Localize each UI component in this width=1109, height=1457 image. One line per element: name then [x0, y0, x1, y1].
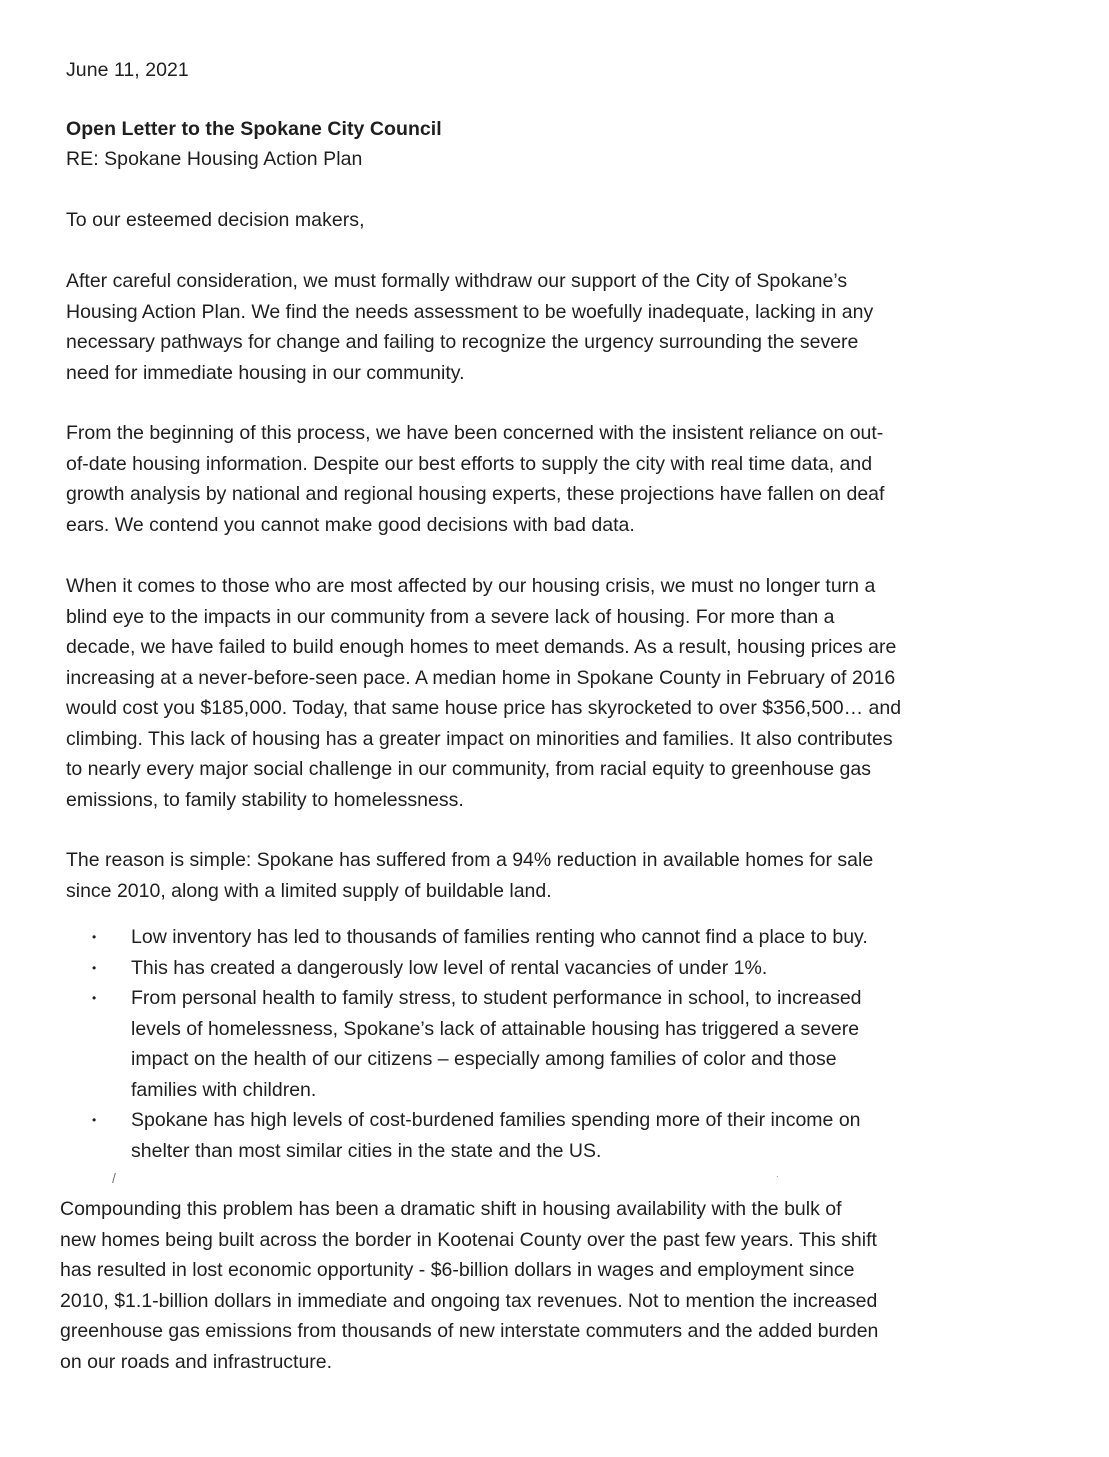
paragraph-withdraw-support — [66, 266, 1066, 388]
paragraph-line: ears. We contend you cannot make good decisions with bad data. — [66, 513, 635, 536]
bullet-list — [88, 922, 1048, 1166]
list-item — [88, 1105, 1048, 1166]
paragraph-line: emissions, to family stability to homelessness. — [66, 788, 464, 811]
paragraph-line: Compounding this problem has been a dramatic shift in housing availability with the bulk of — [60, 1198, 842, 1220]
paragraph-line: new homes being built across the border in Kootenai County over the past few years. This shift — [60, 1228, 877, 1251]
letter-salutation: To our esteemed decision makers, — [66, 209, 365, 231]
bullet-icon: • — [92, 930, 97, 944]
list-item — [88, 983, 1048, 1105]
paragraph-line: 2010, $1.1-billion dollars in immediate and ongoing tax revenues. Not to mention the increased — [60, 1289, 878, 1312]
paragraph-line: Housing Action Plan. We find the needs assessment to be woefully inadequate, lacking in any — [66, 300, 874, 323]
paragraph-line: would cost you $185,000. Today, that same house price has skyrocketed to over $356,500… and — [66, 697, 902, 719]
letter-subject: RE: Spokane Housing Action Plan — [66, 148, 363, 170]
paragraph-housing-crisis — [66, 571, 1066, 815]
list-item — [88, 953, 1048, 984]
paragraph-line: blind eye to the impacts in our community from a severe lack of housing. For more than a — [66, 605, 835, 628]
list-item-line: From personal health to family stress, to student performance in school, to increased — [131, 987, 862, 1009]
paragraph-line: greenhouse gas emissions from thousands of new interstate commuters and the added burden — [60, 1320, 879, 1342]
paragraph-line: climbing. This lack of housing has a greater impact on minorities and families. It also contributes — [66, 727, 893, 750]
paragraph-line: The reason is simple: Spokane has suffered from a 94% reduction in available homes for sale — [66, 849, 874, 871]
paragraph-line: increasing at a never-before-seen pace. A median home in Spokane County in February of 2016 — [66, 666, 896, 689]
paragraph-line: From the beginning of this process, we have been concerned with the insistent reliance on out- — [66, 422, 884, 444]
paragraph-line: need for immediate housing in our community. — [66, 361, 465, 384]
paragraph-out-of-date-data — [66, 418, 1066, 540]
paragraph-line: When it comes to those who are most affected by our housing crisis, we must no longer turn a — [66, 575, 876, 597]
list-item-line: families with children. — [131, 1078, 317, 1101]
paragraph-line: on our roads and infrastructure. — [60, 1350, 333, 1373]
paragraph-compounding-problem — [60, 1194, 1060, 1377]
paragraph-line: has resulted in lost economic opportunity - $6-billion dollars in wages and employment since — [60, 1259, 855, 1281]
paragraph-line: growth analysis by national and regional housing experts, these projections have fallen on deaf — [66, 483, 885, 505]
bullet-icon: • — [92, 960, 97, 975]
list-item-line: Low inventory has led to thousands of families renting who cannot find a place to buy. — [131, 926, 868, 948]
paragraph-line: After careful consideration, we must formally withdraw our support of the City of Spokane’s — [66, 270, 848, 292]
paragraph-line: decade, we have failed to build enough homes to meet demands. As a result, housing prices are — [66, 636, 897, 658]
list-item-line: Spokane has high levels of cost-burdened families spending more of their income on — [131, 1109, 861, 1131]
list-item-line: This has created a dangerously low level of rental vacancies of under 1%. — [131, 956, 768, 979]
bullet-icon: • — [92, 1113, 97, 1127]
letter-heading: Open Letter to the Spokane City Council — [66, 118, 442, 140]
paragraph-line: necessary pathways for change and failing to recognize the urgency surrounding the severe — [66, 331, 859, 353]
bullet-icon: • — [92, 991, 97, 1005]
scan-speck: / — [112, 1170, 116, 1186]
list-item-line: impact on the health of our citizens – especially among families of color and those — [131, 1048, 837, 1070]
paragraph-line: to nearly every major social challenge in our community, from racial equity to greenhouse gas — [66, 758, 871, 780]
list-item — [88, 922, 1048, 953]
list-item-line: shelter than most similar cities in the state and the US. — [131, 1139, 602, 1162]
list-item-line: levels of homelessness, Spokane’s lack of attainable housing has triggered a severe — [131, 1017, 860, 1040]
paragraph-line: of-date housing information. Despite our best efforts to supply the city with real time data, and — [66, 452, 873, 475]
letter-date: June 11, 2021 — [66, 59, 189, 81]
paragraph-line: since 2010, along with a limited supply of buildable land. — [66, 879, 552, 902]
scan-speck: · — [776, 1172, 779, 1181]
paragraph-reason-simple — [66, 845, 1066, 906]
